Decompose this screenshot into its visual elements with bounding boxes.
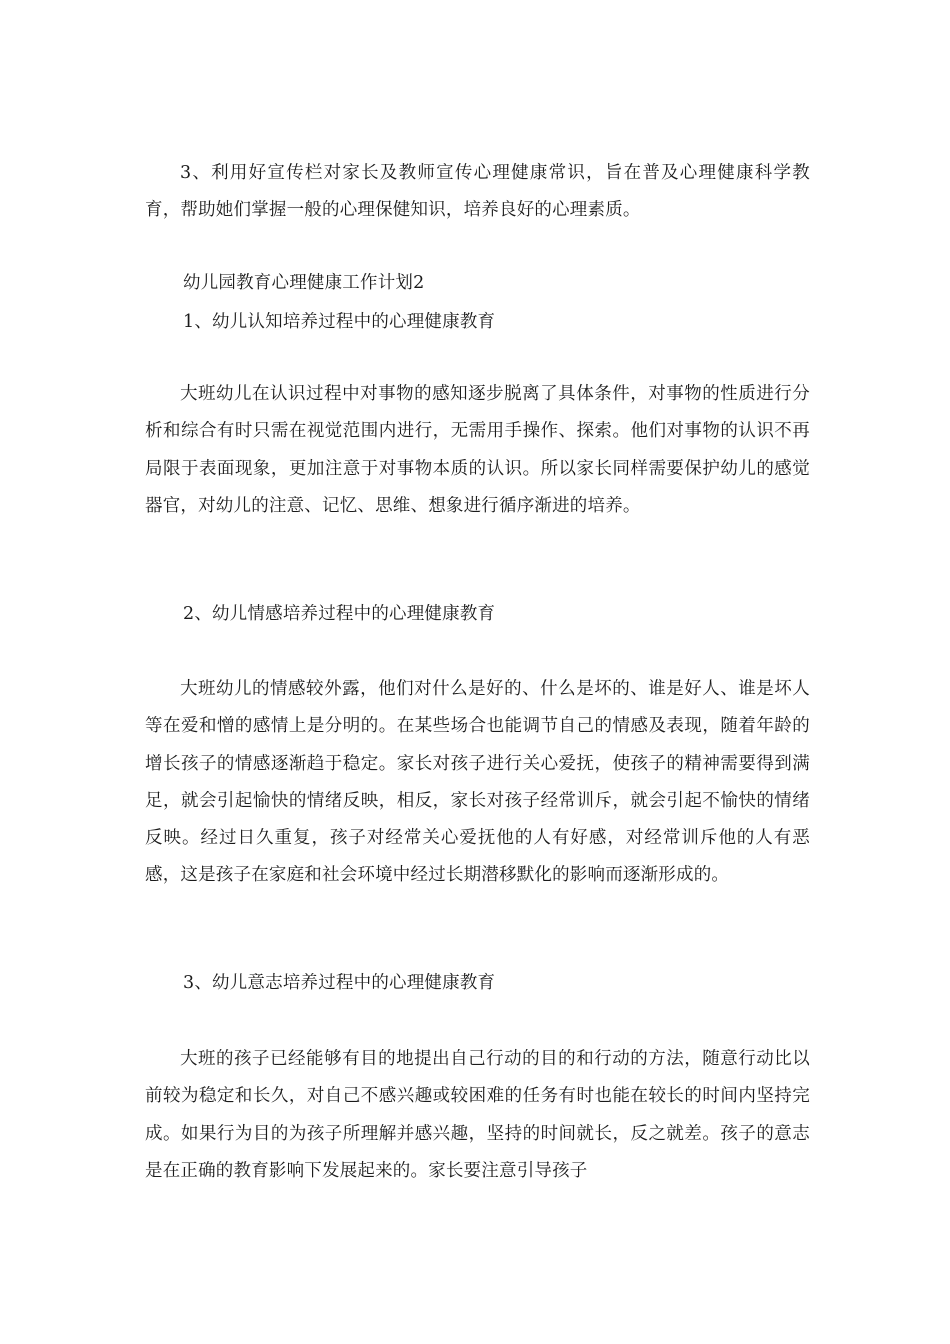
section3-body: 大班的孩子已经能够有目的地提出自己行动的目的和行动的方法，随意行动比以前较为稳定和长久，对自己不感兴趣或较困难的任务有时也能在较长的时间内坚持完成。如果行为目的为孩子所理解并感兴趣，坚持的时间就长，反之就差。孩子的意志是在正确的教育影响下发展起来的。家长要注意引导孩子	[145, 1049, 810, 1181]
section1-heading: 1、幼儿认知培养过程中的心理健康教育	[183, 312, 496, 332]
section1-body: 大班幼儿在认识过程中对事物的感知逐步脱离了具体条件，对事物的性质进行分析和综合有时只需在视觉范围内进行，无需用手操作、探索。他们对事物的认识不再局限于表面现象，更加注意于对事物本质的认识。所以家长同样需要保护幼儿的感觉器官，对幼儿的注意、记忆、思维、想象进行循序渐进的培养。	[145, 384, 810, 516]
section2-body: 大班幼儿的情感较外露，他们对什么是好的、什么是坏的、谁是好人、谁是坏人等在爱和憎的感情上是分明的。在某些场合也能调节自己的情感及表现，随着年龄的增长孩子的情感逐渐趋于稳定。家长对孩子进行关心爱抚，使孩子的精神需要得到满足，就会引起愉快的情绪反映，相反，家长对孩子经常训斥，就会引起不愉快的情绪反映。经过日久重复，孩子对经常关心爱抚他的人有好感，对经常训斥他的人有恶感，这是孩子在家庭和社会环境中经过长期潜移默化的影响而逐渐形成的。	[145, 679, 810, 886]
section2-heading: 2、幼儿情感培养过程中的心理健康教育	[183, 604, 496, 624]
section3-heading: 3、幼儿意志培养过程中的心理健康教育	[183, 973, 496, 993]
plan-title: 幼儿园教育心理健康工作计划2	[183, 273, 425, 293]
paragraph-intro: 3、利用好宣传栏对家长及教师宣传心理健康常识，旨在普及心理健康科学教育，帮助她们掌握一般的心理保健知识，培养良好的心理素质。	[145, 163, 810, 221]
